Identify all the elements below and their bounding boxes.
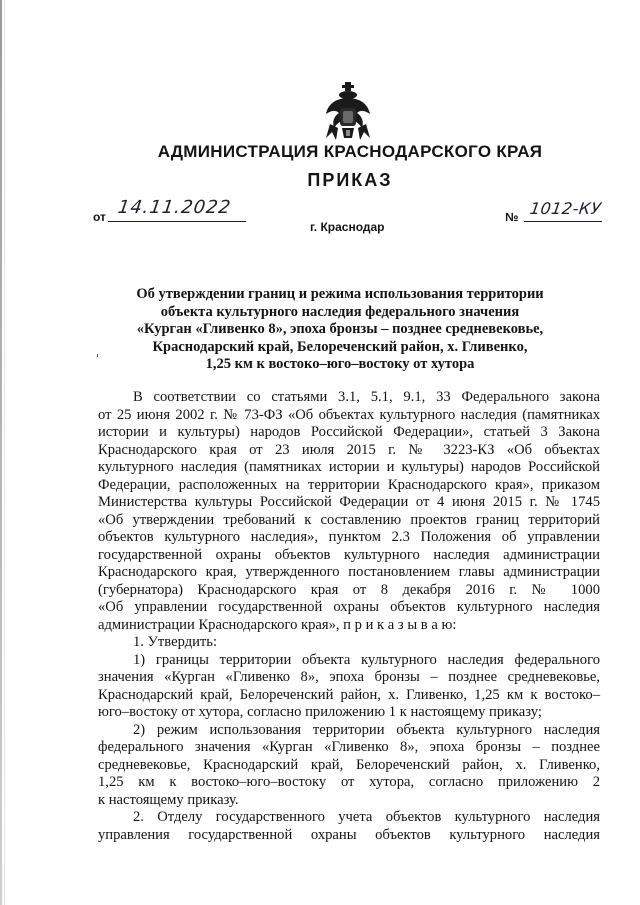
document-title: [100, 286, 580, 374]
body-line: федерального значения «Курган «Гливенко 8», эпоха бронзы – позднее: [98, 739, 600, 755]
body-line: юго–востоку от хутора, согласно приложению 1 к настоящему приказу;: [98, 704, 542, 720]
body-line: 1,25 км к востоко–юго–востоку от хутора, согласно приложению 2: [98, 774, 600, 790]
body-line: администрации Краснодарского края», п р и к а з ы в а ю:: [98, 616, 457, 633]
title-line: Краснодарский край, Белореченский район, х. Гливенко,: [152, 338, 528, 355]
body-line: Краснодарского края, утвержденного постановлением главы администрации: [98, 564, 600, 580]
title-line: «Курган «Гливенко 8», эпоха бронзы – позднее средневековье,: [136, 321, 544, 337]
date-prefix: от: [93, 210, 106, 224]
title-line: 1,25 км к востоко–юго–востоку от хутора: [205, 356, 475, 372]
document-type: ПРИКАЗ: [307, 170, 393, 190]
scan-edge: [0, 0, 2, 905]
body-line: Федерации, расположенных на территории Краснодарского края», приказом: [98, 476, 600, 493]
body-line: управления государственной охраны объектов культурного наследия: [98, 826, 600, 843]
body-line: объектов культурного наследия», пунктом 2.3 Положения об управлении: [98, 529, 600, 545]
number-underline: [524, 221, 602, 222]
body-line: культурного наследия (памятниках истории и культуры) народов Российской: [98, 459, 600, 475]
body-line: В соответствии со статьями 3.1, 5.1, 9.1, 33 Федерального закона: [133, 389, 600, 405]
body-line: к настоящему приказу.: [98, 791, 239, 808]
body-line: «Об утверждении требований к составлению проектов границ территорий: [98, 511, 600, 528]
body-line: Краснодарского края от 23 июля 2015 г. № 3223-КЗ «Об объектах: [98, 441, 600, 458]
body-line: от 25 июня 2002 г. № 73-ФЗ «Об объектах культурного наследия (памятниках: [98, 406, 600, 423]
body-line: значения «Курган «Гливенко 8», эпоха бронзы – позднее средневековье,: [98, 669, 600, 685]
krasnodar-coat-of-arms-emblem: [322, 80, 374, 142]
body-line: Краснодарский край, Белореченский район, х. Гливенко, 1,25 км к востоко–: [98, 686, 600, 703]
body-line: 1. Утвердить:: [133, 634, 218, 650]
scan-edge-line: [4, 0, 5, 905]
body-line: средневековье, Краснодарский край, Белореченский район, х. Гливенко,: [98, 756, 600, 773]
scan-mark: [97, 354, 98, 357]
handwritten-date: 14.11.2022: [116, 197, 233, 218]
body-line: 1) границы территории объекта культурного наследия федерального: [133, 651, 600, 668]
body-line: 2) режим использования территории объекта культурного наследия: [133, 721, 600, 738]
handwritten-number: 1012-КУ: [528, 199, 603, 218]
document-body: [98, 389, 600, 844]
body-line: Министерства культуры Российской Федерации от 4 июня 2015 г. № 1745: [98, 494, 600, 510]
date-underline: [108, 221, 246, 222]
body-line: истории и культуры) народов Российской Федерации», статьей 3 Закона: [98, 424, 600, 440]
body-line: «Об управлении государственной охраны объектов культурного наследия: [98, 599, 600, 615]
body-line: 2. Отделу государственного учета объектов культурного наследия: [133, 809, 600, 825]
title-line: объекта культурного наследия федерального значения: [160, 303, 520, 320]
number-prefix: №: [505, 210, 519, 224]
title-line: Об утверждении границ и режима использования территории: [136, 286, 544, 302]
body-line: государственной охраны объектов культурного наследия администрации: [98, 546, 600, 563]
organization-name: АДМИНИСТРАЦИЯ КРАСНОДАРСКОГО КРАЯ: [157, 142, 543, 161]
city-name: г. Краснодар: [310, 220, 385, 234]
body-line: (губернатора) Краснодарского края от 8 декабря 2016 г. № 1000: [98, 581, 600, 598]
